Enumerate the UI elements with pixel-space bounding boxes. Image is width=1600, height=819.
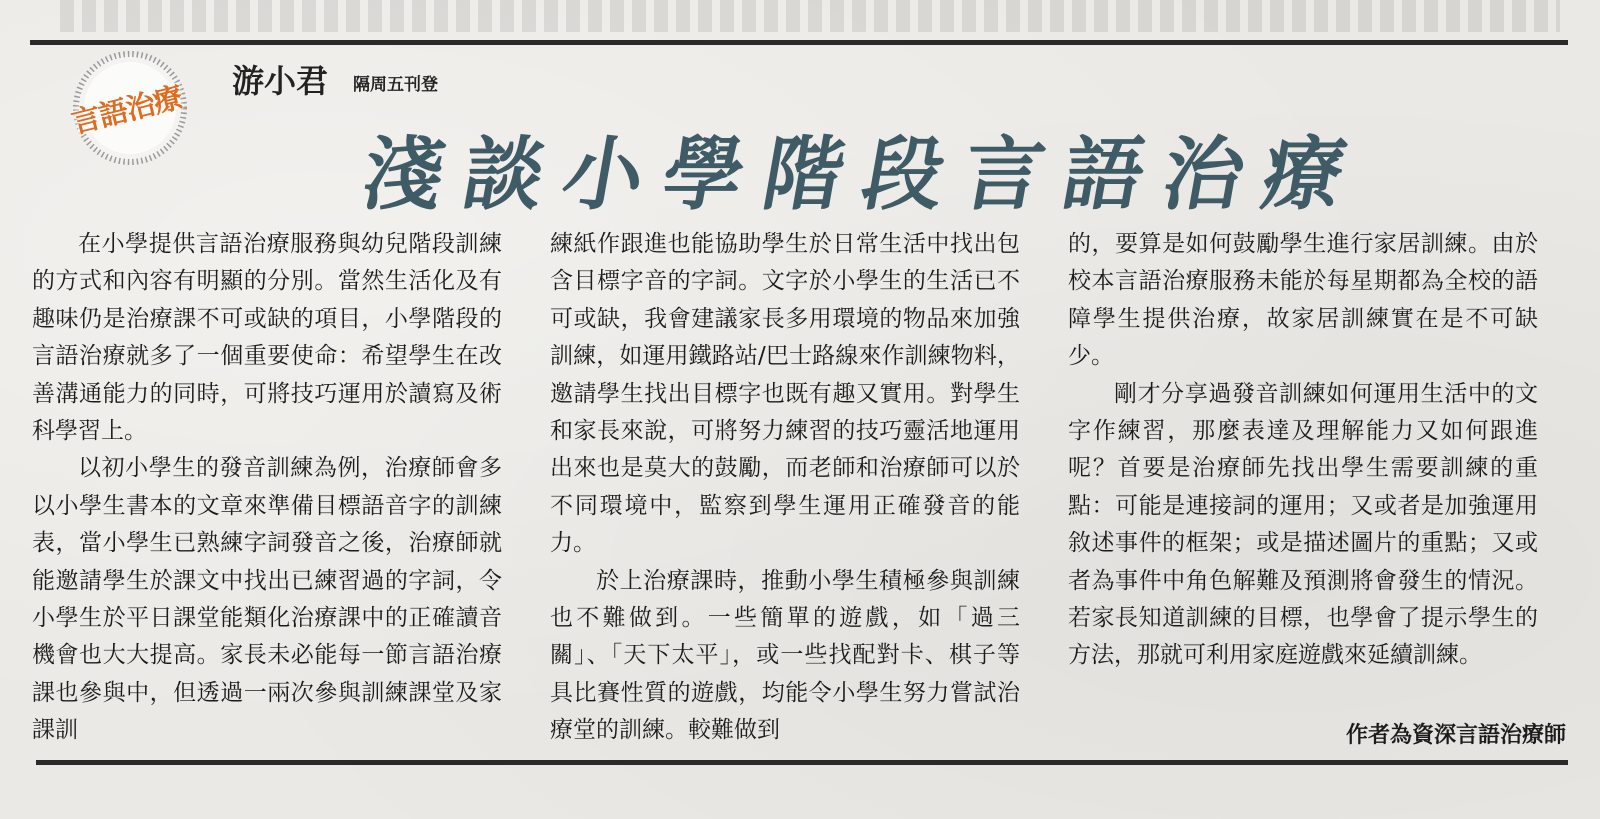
column-badge-label: 言語治療: [68, 79, 186, 140]
article-column-1: [32, 226, 502, 750]
paragraph: 的，要算是如何鼓勵學生進行家居訓練。由於校本言語治療服務未能於每星期都為全校的語障學生提供治療，故家居訓練實在是不可缺少。: [1068, 231, 1538, 370]
article-headline: 淺談小學階段言語治療: [355, 127, 1373, 221]
column-badge: [58, 46, 196, 166]
paragraph: 剛才分享過發音訓練如何運用生活中的文字作練習，那麼表達及理解能力又如何跟進呢？首要是治療師先找出學生需要訓練的重點：可能是連接詞的運用；又或者是加強運用敘述事件的框架；或是描述圖片的重點；又或者為事件中角色解難及預測將會發生的情況。若家長知道訓練的目標，也學會了提示學生的方法，那就可利用家庭遊戲來延續訓練。: [1068, 380, 1538, 669]
article-column-3: [1068, 226, 1538, 675]
bottom-rule: [36, 760, 1568, 765]
paragraph: 練紙作跟進也能協助學生於日常生活中找出包含目標字音的字詞。文字於小學生的生活已不可或缺，我會建議家長多用環境的物品來加強訓練，如運用鐵路站/巴士路線來作訓練物料，邀請學生找出目標字也既有趣又實用。對學生和家長來說，可將努力練習的技巧靈活地運用出來也是莫大的鼓勵，而老師和治療師可以於不同環境中，監察到學生運用正確發音的能力。: [550, 231, 1020, 557]
publication-frequency: 隔周五刊登: [353, 75, 438, 95]
author-name: 游小君: [232, 62, 329, 100]
article-column-2: [550, 226, 1020, 750]
paragraph: 以初小學生的發音訓練為例，治療師會多以小學生書本的文章來準備目標語音字的訓練表，當小學生已熟練字詞發音之後，治療師就能邀請學生於課文中找出已練習過的字詞，令小學生於平日課堂能類化治療課中的正確讀音機會也大大提高。家長未必能每一節言語治療課也參與中，但透過一兩次參與訓練課堂及家課訓: [32, 455, 502, 744]
author-credit: 作者為資深言語治療師: [1345, 723, 1566, 748]
bleed-through-text: [60, 0, 1560, 32]
paragraph: 於上治療課時，推動小學生積極參與訓練也不難做到。一些簡單的遊戲，如「過三關」、「天下太平」，或一些找配對卡、棋子等具比賽性質的遊戲，均能令小學生努力嘗試治療堂的訓練。較難做到: [550, 567, 1020, 744]
top-rule: [30, 40, 1568, 45]
paragraph: 在小學提供言語治療服務與幼兒階段訓練的方式和內容有明顯的分別。當然生活化及有趣味仍是治療課不可或缺的項目，小學階段的言語治療就多了一個重要使命：希望學生在改善溝通能力的同時，可將技巧運用於讀寫及術科學習上。: [32, 231, 502, 445]
